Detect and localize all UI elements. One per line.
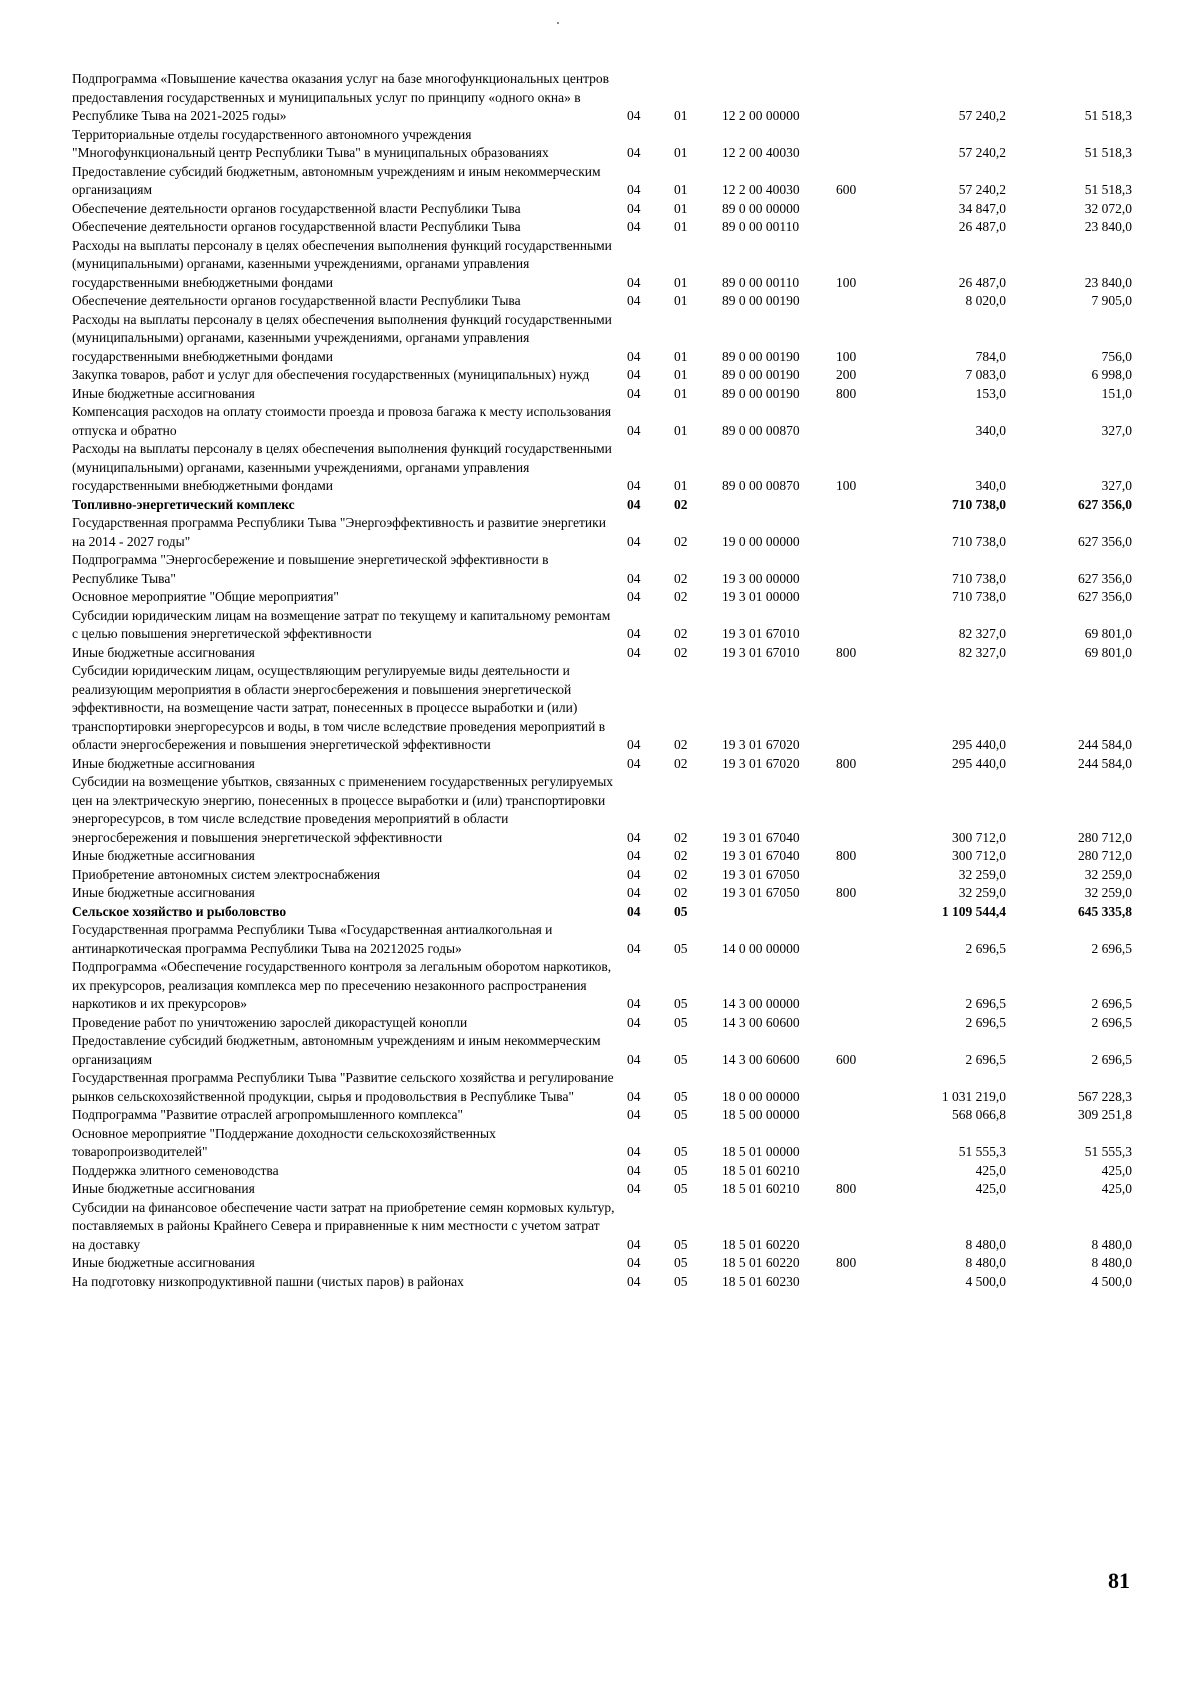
- row-section-code: 04: [627, 1051, 641, 1067]
- row-subsection-code: 02: [674, 885, 688, 900]
- row-amount-year2: 2 696,5: [1091, 996, 1132, 1011]
- table-row: [72, 1032, 1132, 1069]
- row-subsection-code: 05: [674, 1273, 688, 1289]
- row-amount-year1: 34 847,0: [958, 200, 1006, 216]
- row-amount-year2: 51 518,3: [1084, 145, 1132, 160]
- row-subsection-code: 02: [674, 866, 688, 882]
- row-amount-year1: 710 738,0: [952, 533, 1006, 549]
- row-expense-type-code: 800: [836, 1255, 857, 1270]
- row-section-code: 04: [627, 755, 641, 771]
- row-target-article-code: 89 0 00 00000: [722, 200, 800, 216]
- row-name: Проведение работ по уничтожению зарослей дикорастущей конопли: [72, 1014, 468, 1030]
- scan-speck: [557, 22, 559, 24]
- row-section-code: 04: [627, 219, 641, 234]
- row-amount-year1: 300 712,0: [952, 848, 1006, 863]
- row-amount-year2: 327,0: [1101, 478, 1132, 493]
- row-subsection-code: 05: [674, 1051, 688, 1067]
- row-target-article-code: 89 0 00 00190: [722, 385, 800, 401]
- table-row: [72, 921, 1132, 958]
- row-target-article-code: 89 0 00 00190: [722, 367, 800, 382]
- row-expense-type-code: 100: [836, 348, 857, 364]
- row-subsection-code: 01: [674, 145, 688, 160]
- row-name: Иные бюджетные ассигнования: [72, 644, 255, 660]
- row-amount-year1: 32 259,0: [958, 885, 1006, 900]
- row-subsection-code: 01: [674, 348, 688, 364]
- table-row: [72, 403, 1132, 440]
- row-target-article-code: 18 0 00 00000: [722, 1088, 800, 1104]
- row-target-article-code: 14 0 00 00000: [722, 940, 800, 956]
- row-amount-year1: 153,0: [975, 385, 1006, 401]
- row-subsection-code: 05: [674, 1014, 688, 1030]
- row-amount-year1: 51 555,3: [958, 1144, 1006, 1159]
- table-row: [72, 311, 1132, 367]
- row-amount-year1: 26 487,0: [958, 274, 1006, 290]
- row-name: Подпрограмма "Развитие отраслей агропромышленного комплекса": [72, 1107, 463, 1122]
- row-name: Государственная программа Республики Тыва "Энергоэффективность и развитие энергетики на 2014 - 2027 годы": [72, 515, 606, 549]
- row-name: Субсидии юридическим лицам на возмещение затрат по текущему и капитальному ремонтам с целью повышения энергетической эффективности: [72, 607, 611, 641]
- row-subsection-code: 01: [674, 422, 688, 438]
- row-amount-year1: 7 083,0: [965, 367, 1006, 382]
- row-section-code: 04: [627, 145, 641, 160]
- row-section-code: 04: [627, 182, 641, 197]
- row-target-article-code: 89 0 00 00870: [722, 478, 800, 493]
- row-target-article-code: 18 5 00 00000: [722, 1107, 800, 1122]
- table-row: [72, 1180, 1132, 1199]
- row-subsection-code: 05: [674, 903, 688, 919]
- row-expense-type-code: 800: [836, 644, 857, 660]
- row-amount-year1: 32 259,0: [958, 866, 1006, 882]
- row-subsection-code: 01: [674, 200, 688, 216]
- row-name: Иные бюджетные ассигнования: [72, 1255, 255, 1270]
- table-row: [72, 1199, 1132, 1255]
- row-target-article-code: 19 3 01 67040: [722, 848, 800, 863]
- row-name: Государственная программа Республики Тыва «Государственная антиалкогольная и антинаркотическая программа Республики Тыва на 20212025 годы»: [72, 922, 553, 956]
- row-amount-year2: 51 518,3: [1084, 182, 1132, 197]
- row-target-article-code: 18 5 01 60230: [722, 1273, 800, 1289]
- row-name: Подпрограмма «Обеспечение государственного контроля за легальным оборотом наркотиков, их прекурсоров, реализация комплекса мер по пресечению незаконного распространения наркотиков и их прекурсоров»: [72, 959, 612, 1011]
- row-name: Иные бюджетные ассигнования: [72, 885, 255, 900]
- row-section-code: 04: [627, 274, 641, 290]
- row-section-code: 04: [627, 1107, 641, 1122]
- row-subsection-code: 01: [674, 219, 688, 234]
- row-expense-type-code: 800: [836, 848, 857, 863]
- row-subsection-code: 01: [674, 182, 688, 197]
- row-name: Приобретение автономных систем электроснабжения: [72, 866, 381, 882]
- row-name: Топливно-энергетический комплекс: [72, 496, 295, 512]
- row-name: Предоставление субсидий бюджетным, автономным учреждениям и иным некоммерческим организациям: [72, 163, 601, 197]
- row-amount-year1: 784,0: [975, 348, 1006, 364]
- row-amount-year2: 2 696,5: [1091, 1014, 1132, 1030]
- table-row: [72, 514, 1132, 551]
- row-subsection-code: 05: [674, 940, 688, 956]
- table-row: [72, 755, 1132, 774]
- row-section-code: 04: [627, 1144, 641, 1159]
- row-name: Расходы на выплаты персоналу в целях обеспечения выполнения функций государственными (муниципальными) органами, казенными учреждениями, органами управления государственными внебюджетными фондами: [72, 237, 612, 290]
- row-name: Компенсация расходов на оплату стоимости проезда и провоза багажа к месту использования отпуска и обратно: [72, 404, 612, 438]
- row-subsection-code: 01: [674, 274, 688, 290]
- row-expense-type-code: 100: [836, 478, 857, 493]
- row-amount-year1: 2 696,5: [965, 1014, 1006, 1030]
- row-target-article-code: 14 3 00 60600: [722, 1014, 800, 1030]
- row-amount-year1: 57 240,2: [958, 145, 1006, 160]
- row-amount-year1: 340,0: [975, 478, 1006, 493]
- row-subsection-code: 02: [674, 626, 688, 641]
- table-row: [72, 366, 1132, 385]
- row-target-article-code: 18 5 01 60210: [722, 1162, 800, 1178]
- table-row: [72, 958, 1132, 1014]
- row-name: Подпрограмма "Энергосбережение и повышение энергетической эффективности в Республике Тыва": [72, 552, 549, 586]
- section-header-row: [72, 496, 1132, 515]
- table-row: [72, 292, 1132, 311]
- row-name: Основное мероприятие "Поддержание доходности сельскохозяйственных товаропроизводителей": [72, 1125, 496, 1159]
- row-section-code: 04: [627, 367, 641, 382]
- table-row: [72, 163, 1132, 200]
- row-target-article-code: 19 3 01 67050: [722, 885, 800, 900]
- row-name: Иные бюджетные ассигнования: [72, 755, 255, 771]
- row-expense-type-code: 600: [836, 182, 857, 197]
- row-section-code: 04: [627, 496, 641, 512]
- row-amount-year2: 8 480,0: [1091, 1255, 1132, 1270]
- row-amount-year1: 425,0: [975, 1181, 1006, 1196]
- row-amount-year1: 2 696,5: [965, 996, 1006, 1011]
- table-row: [72, 847, 1132, 866]
- row-amount-year1: 1 031 219,0: [941, 1088, 1006, 1104]
- table-row: [72, 1273, 1132, 1292]
- table-row: [72, 1125, 1132, 1162]
- row-target-article-code: 89 0 00 00110: [722, 219, 800, 234]
- row-amount-year2: 7 905,0: [1091, 293, 1132, 308]
- row-subsection-code: 01: [674, 478, 688, 493]
- row-amount-year2: 280 712,0: [1078, 848, 1132, 863]
- row-amount-year2: 51 518,3: [1084, 108, 1132, 123]
- row-subsection-code: 05: [674, 1236, 688, 1252]
- row-amount-year2: 32 259,0: [1084, 885, 1132, 900]
- row-amount-year2: 244 584,0: [1078, 737, 1132, 752]
- row-name: Поддержка элитного семеноводства: [72, 1162, 279, 1178]
- row-amount-year1: 8 020,0: [965, 293, 1006, 308]
- row-amount-year1: 568 066,8: [952, 1107, 1006, 1122]
- row-amount-year2: 8 480,0: [1091, 1236, 1132, 1252]
- row-target-article-code: 19 3 01 67040: [722, 829, 800, 845]
- row-amount-year1: 8 480,0: [965, 1255, 1006, 1270]
- row-amount-year1: 710 738,0: [952, 589, 1006, 604]
- row-amount-year2: 69 801,0: [1084, 626, 1132, 641]
- row-target-article-code: 89 0 00 00870: [722, 422, 800, 438]
- row-name: Закупка товаров, работ и услуг для обеспечения государственных (муниципальных) нужд: [72, 367, 590, 382]
- row-section-code: 04: [627, 885, 641, 900]
- row-subsection-code: 02: [674, 829, 688, 845]
- row-name: Расходы на выплаты персоналу в целях обеспечения выполнения функций государственными (муниципальными) органами, казенными учреждениями, органами управления государственными внебюджетными фондами: [72, 311, 612, 364]
- row-subsection-code: 02: [674, 533, 688, 549]
- table-row: [72, 662, 1132, 755]
- row-section-code: 04: [627, 626, 641, 641]
- table-row: [72, 1106, 1132, 1125]
- table-row: [72, 551, 1132, 588]
- row-amount-year1: 8 480,0: [965, 1236, 1006, 1252]
- row-amount-year2: 32 259,0: [1084, 866, 1132, 882]
- row-section-code: 04: [627, 570, 641, 586]
- row-section-code: 04: [627, 385, 641, 401]
- row-target-article-code: 19 3 01 67020: [722, 737, 800, 752]
- row-amount-year1: 82 327,0: [958, 626, 1006, 641]
- row-amount-year1: 710 738,0: [952, 570, 1006, 586]
- table-row: [72, 866, 1132, 885]
- row-amount-year1: 300 712,0: [952, 829, 1006, 845]
- row-amount-year1: 1 109 544,4: [941, 903, 1006, 919]
- row-name: Иные бюджетные ассигнования: [72, 385, 255, 401]
- row-amount-year2: 309 251,8: [1078, 1107, 1132, 1122]
- table-row: [72, 218, 1132, 237]
- row-section-code: 04: [627, 1236, 641, 1252]
- row-amount-year2: 23 840,0: [1084, 219, 1132, 234]
- row-name: Субсидии на финансовое обеспечение части затрат на приобретение семян кормовых культур, поставляемых в районы Крайнего Севера и приравненные к ним местности с учетом затрат на доставку: [72, 1199, 615, 1252]
- row-name: Обеспечение деятельности органов государственной власти Республики Тыва: [72, 293, 521, 308]
- row-subsection-code: 01: [674, 385, 688, 401]
- row-target-article-code: 18 5 01 60220: [722, 1255, 800, 1270]
- row-subsection-code: 05: [674, 996, 688, 1011]
- row-target-article-code: 19 3 01 67010: [722, 644, 800, 660]
- row-expense-type-code: 800: [836, 1181, 857, 1196]
- row-target-article-code: 89 0 00 00110: [722, 274, 800, 290]
- row-subsection-code: 01: [674, 108, 688, 123]
- row-amount-year2: 627 356,0: [1078, 589, 1132, 604]
- row-amount-year2: 23 840,0: [1084, 274, 1132, 290]
- row-section-code: 04: [627, 589, 641, 604]
- row-amount-year1: 82 327,0: [958, 644, 1006, 660]
- row-amount-year1: 710 738,0: [952, 496, 1006, 512]
- row-target-article-code: 19 3 01 67010: [722, 626, 800, 641]
- row-subsection-code: 05: [674, 1162, 688, 1178]
- table-row: [72, 607, 1132, 644]
- row-amount-year2: 244 584,0: [1078, 755, 1132, 771]
- table-row: [72, 1162, 1132, 1181]
- row-name: Обеспечение деятельности органов государственной власти Республики Тыва: [72, 200, 521, 216]
- row-name: Субсидии на возмещение убытков, связанных с применением государственных регулируемых цен на электрическую энергию, понесенных в процессе выработки и (или) транспортировки энергоресурсов, в том числе вследствие проведения мероприятий в области энергосбережения и повышения энергетической эффективности: [72, 774, 614, 845]
- row-section-code: 04: [627, 737, 641, 752]
- table-row: [72, 237, 1132, 293]
- row-target-article-code: 89 0 00 00190: [722, 348, 800, 364]
- row-subsection-code: 02: [674, 755, 688, 771]
- row-amount-year1: 4 500,0: [965, 1273, 1006, 1289]
- row-target-article-code: 18 5 01 60210: [722, 1181, 800, 1196]
- row-target-article-code: 14 3 00 00000: [722, 996, 800, 1011]
- row-amount-year2: 425,0: [1101, 1162, 1132, 1178]
- row-section-code: 04: [627, 903, 641, 919]
- table-row: [72, 1254, 1132, 1273]
- row-expense-type-code: 800: [836, 885, 857, 900]
- row-section-code: 04: [627, 293, 641, 308]
- row-section-code: 04: [627, 108, 641, 123]
- row-target-article-code: 12 2 00 40030: [722, 182, 800, 197]
- row-amount-year2: 4 500,0: [1091, 1273, 1132, 1289]
- section-header-row: [72, 903, 1132, 922]
- budget-table: [72, 70, 1132, 1291]
- row-expense-type-code: 800: [836, 755, 857, 771]
- row-amount-year2: 69 801,0: [1084, 644, 1132, 660]
- row-amount-year1: 2 696,5: [965, 1051, 1006, 1067]
- row-target-article-code: 19 0 00 00000: [722, 533, 800, 549]
- row-section-code: 04: [627, 1273, 641, 1289]
- row-amount-year1: 57 240,2: [958, 182, 1006, 197]
- row-section-code: 04: [627, 348, 641, 364]
- table-row: [72, 588, 1132, 607]
- row-amount-year2: 280 712,0: [1078, 829, 1132, 845]
- row-subsection-code: 02: [674, 496, 688, 512]
- row-amount-year1: 2 696,5: [965, 940, 1006, 956]
- row-target-article-code: 89 0 00 00190: [722, 293, 800, 308]
- row-target-article-code: 12 2 00 00000: [722, 108, 800, 123]
- row-name: Расходы на выплаты персоналу в целях обеспечения выполнения функций государственными (муниципальными) органами, казенными учреждениями, органами управления государственными внебюджетными фондами: [72, 441, 612, 493]
- table-row: [72, 773, 1132, 847]
- row-name: Подпрограмма «Повышение качества оказания услуг на базе многофункциональных центров предоставления государственных и муниципальных услуг по принципу «одного окна» в Республике Тыва на 2021-2025 годы»: [72, 71, 610, 123]
- row-subsection-code: 01: [674, 367, 688, 382]
- table-row: [72, 644, 1132, 663]
- row-expense-type-code: 200: [836, 367, 857, 382]
- table-row: [72, 70, 1132, 126]
- row-amount-year2: 756,0: [1101, 348, 1132, 364]
- row-name: Предоставление субсидий бюджетным, автономным учреждениям и иным некоммерческим организациям: [72, 1033, 601, 1067]
- row-amount-year2: 645 335,8: [1078, 903, 1132, 919]
- row-name: Основное мероприятие "Общие мероприятия": [72, 589, 339, 604]
- row-amount-year1: 57 240,2: [958, 108, 1006, 123]
- row-amount-year1: 26 487,0: [958, 219, 1006, 234]
- row-section-code: 04: [627, 533, 641, 549]
- row-amount-year2: 2 696,5: [1091, 940, 1132, 956]
- row-subsection-code: 02: [674, 589, 688, 604]
- row-name: На подготовку низкопродуктивной пашни (чистых паров) в районах: [72, 1273, 464, 1289]
- table-row: [72, 1014, 1132, 1033]
- row-subsection-code: 02: [674, 737, 688, 752]
- row-section-code: 04: [627, 1088, 641, 1104]
- table-row: [72, 200, 1132, 219]
- page-number: 81: [1108, 1568, 1130, 1593]
- table-row: [72, 440, 1132, 496]
- row-section-code: 04: [627, 1162, 641, 1178]
- row-section-code: 04: [627, 422, 641, 438]
- row-amount-year2: 32 072,0: [1084, 200, 1132, 216]
- row-amount-year1: 340,0: [975, 422, 1006, 438]
- row-subsection-code: 05: [674, 1255, 688, 1270]
- row-subsection-code: 02: [674, 644, 688, 660]
- row-name: Государственная программа Республики Тыва "Развитие сельского хозяйства и регулирование рынков сельскохозяйственной продукции, сырья и продовольствия в Республике Тыва": [72, 1070, 614, 1104]
- row-section-code: 04: [627, 478, 641, 493]
- row-name: Территориальные отделы государственного автономного учреждения "Многофункциональный центр Республики Тыва" в муниципальных образованиях: [72, 126, 549, 160]
- row-target-article-code: 14 3 00 60600: [722, 1051, 800, 1067]
- row-expense-type-code: 600: [836, 1051, 857, 1067]
- row-amount-year2: 6 998,0: [1091, 367, 1132, 382]
- row-amount-year2: 51 555,3: [1084, 1144, 1132, 1159]
- row-amount-year1: 295 440,0: [952, 755, 1006, 771]
- row-subsection-code: 05: [674, 1181, 688, 1196]
- table-row: [72, 385, 1132, 404]
- row-target-article-code: 19 3 00 00000: [722, 570, 800, 586]
- row-section-code: 04: [627, 1255, 641, 1270]
- row-section-code: 04: [627, 1014, 641, 1030]
- row-subsection-code: 02: [674, 848, 688, 863]
- row-target-article-code: 19 3 01 67050: [722, 866, 800, 882]
- row-section-code: 04: [627, 848, 641, 863]
- row-amount-year2: 327,0: [1101, 422, 1132, 438]
- table-row: [72, 126, 1132, 163]
- row-section-code: 04: [627, 644, 641, 660]
- table-row: [72, 884, 1132, 903]
- row-amount-year2: 567 228,3: [1078, 1088, 1132, 1104]
- row-expense-type-code: 100: [836, 274, 857, 290]
- row-name: Обеспечение деятельности органов государственной власти Республики Тыва: [72, 219, 521, 234]
- row-name: Иные бюджетные ассигнования: [72, 1181, 255, 1196]
- row-amount-year2: 627 356,0: [1078, 533, 1132, 549]
- row-amount-year2: 2 696,5: [1091, 1051, 1132, 1067]
- row-name: Сельское хозяйство и рыболовство: [72, 903, 287, 919]
- row-subsection-code: 02: [674, 570, 688, 586]
- row-amount-year2: 627 356,0: [1078, 496, 1132, 512]
- row-target-article-code: 18 5 01 00000: [722, 1144, 800, 1159]
- row-amount-year2: 627 356,0: [1078, 570, 1132, 586]
- row-target-article-code: 12 2 00 40030: [722, 145, 800, 160]
- row-subsection-code: 05: [674, 1088, 688, 1104]
- row-section-code: 04: [627, 940, 641, 956]
- row-section-code: 04: [627, 200, 641, 216]
- row-subsection-code: 05: [674, 1107, 688, 1122]
- row-amount-year1: 425,0: [975, 1162, 1006, 1178]
- row-amount-year2: 425,0: [1101, 1181, 1132, 1196]
- row-expense-type-code: 800: [836, 385, 857, 401]
- row-target-article-code: 19 3 01 00000: [722, 589, 800, 604]
- row-section-code: 04: [627, 829, 641, 845]
- row-section-code: 04: [627, 996, 641, 1011]
- row-subsection-code: 05: [674, 1144, 688, 1159]
- row-amount-year1: 295 440,0: [952, 737, 1006, 752]
- row-name: Субсидии юридическим лицам, осуществляющим регулируемые виды деятельности и реализующим мероприятия в области энергосбережения и повышения энергетической эффективности, на возмещение части затрат, понесенных в процессе выработки и (или) транспортировки энергоресурсов и воды, в том числе вследствие проведения мероприятий в области энергосбережения и повышения энергетической эффективности: [72, 663, 606, 752]
- row-subsection-code: 01: [674, 293, 688, 308]
- row-section-code: 04: [627, 1181, 641, 1196]
- table-row: [72, 1069, 1132, 1106]
- row-target-article-code: 19 3 01 67020: [722, 755, 800, 771]
- row-target-article-code: 18 5 01 60220: [722, 1236, 800, 1252]
- row-amount-year2: 151,0: [1101, 385, 1132, 401]
- row-section-code: 04: [627, 866, 641, 882]
- row-name: Иные бюджетные ассигнования: [72, 848, 255, 863]
